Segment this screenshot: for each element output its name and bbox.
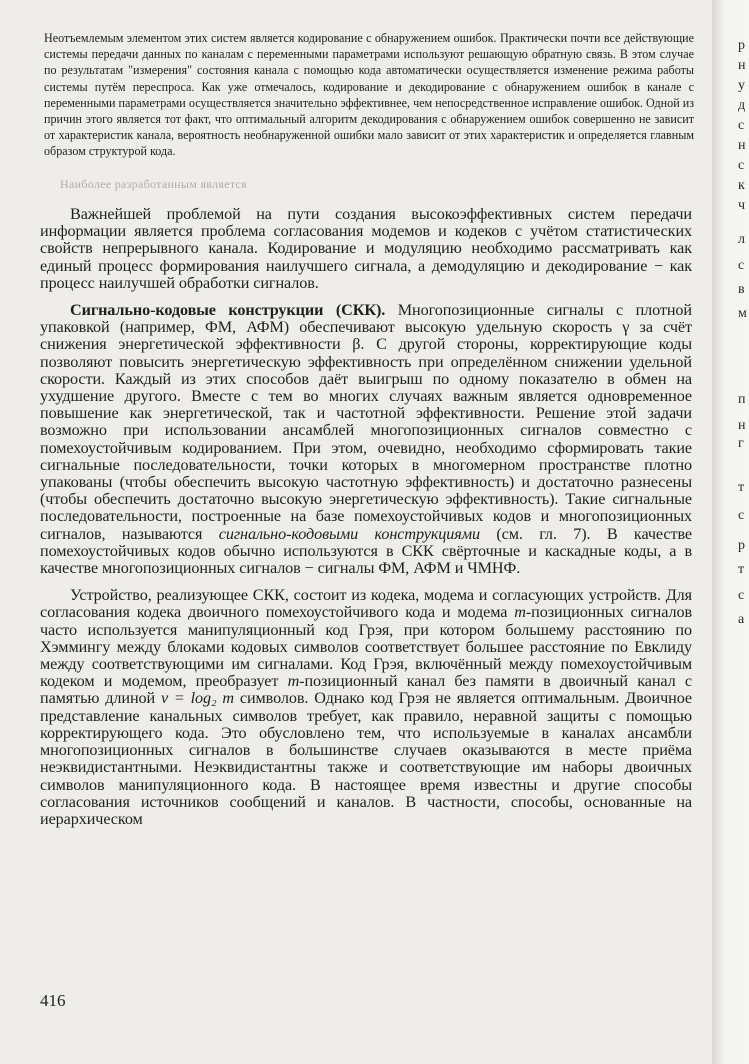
facing-letter: н (738, 138, 746, 153)
facing-letter: с (738, 158, 745, 173)
facing-letter: р (738, 538, 745, 553)
facing-letter: д (738, 98, 746, 113)
facing-letter: ч (738, 198, 746, 213)
device-text-1: Устройство, реализующее СКК, состоит из кодека, модема и согласующих устройств. Для согласования кодека двоичного помехоустойчивого кода и модема (40, 586, 692, 622)
page-number: 416 (40, 991, 66, 1010)
facing-letter: с (738, 588, 745, 603)
facing-letter: с (738, 508, 745, 523)
facing-letter: т (738, 480, 745, 495)
facing-letter: м (738, 306, 747, 321)
facing-letter: н (738, 58, 746, 73)
facing-page-edge (712, 0, 749, 1064)
facing-letter: а (738, 612, 745, 627)
skk-heading: Сигнально-кодовые конструкции (СКК). (70, 301, 386, 320)
facing-letter: с (738, 258, 745, 273)
skk-italic-term: сигнально-кодовыми конструкциями (218, 524, 480, 543)
device-formula: ν = log₂ m (160, 689, 234, 708)
facing-letter: л (738, 232, 745, 247)
facing-letter: в (738, 282, 745, 297)
skk-text-before: Многопозиционные сигналы с плотной упаковкой (например, ФМ, АФМ) обеспечивают высокую удельную скорость γ за счёт снижения энергетической эффективности β. С другой стороны, корректирующие коды позволяют повысить энергетическую эффективность при определённом снижении удельной скорости. Каждый из этих способов даёт выигрыш по одному показателю в обмен на ухудшение другого. Вместе с тем во многих случаях важным является одновременное повышение как энергетической, так и частотной эффективности. Решение этой задачи возможно при использовании ансамблей многопозиционных сигналов совместно с помехоустойчивым кодированием. При этом, очевидно, необходимо сформировать такие сигнальные последовательности, точки которых в многомерном пространстве плотно упакованы (чтобы обеспечить высокую частотную эффективность) и достаточно разнесены (чтобы обеспечить достаточно высокую энергетическую эффективность). Такие сигнальные последовательности, построенные на базе помехоустойчивых кодов и многопозиционных сигналов, называются (40, 301, 692, 543)
device-paragraph (40, 587, 692, 828)
facing-letter: с (738, 118, 745, 133)
device-m-2: m (287, 672, 300, 691)
device-text-2: -позиционных сигналов часто используется манипуляционный код Грэя, при котором большему расстоянию по Хэммингу между блоками кодовых символов соответствует большее расстояние по Евклиду между соответствующими им сигналами. Код Грэя, включённый между помехоустойчивым кодеком и модемом, преобразует (40, 603, 692, 691)
facing-letter: т (738, 562, 745, 577)
facing-letter: у (738, 78, 745, 93)
device-text-4: символов. Однако код Грэя не является оптимальным. Двоичное представление канальных символов требует, как правило, неравной защиты с помощью корректирующего кода. Это обусловлено тем, что используемые в каналах ансамбли многопозиционных сигналов в большинстве случаев оказываются в месте приёма неэквидистантными. Неэквидистантны также и соответствующие им наборы двоичных символов манипуляционного кода. В настоящее время известны и другие способы согласования источников сообщений и каналов. В частности, способы, основанные на иерархическом (40, 689, 692, 828)
facing-letter: к (738, 178, 745, 193)
skk-text-after: (см. гл. 7). В качестве помехоустойчивых кодов обычно используются в СКК свёрточные и каскадные коды, а в качестве многопозиционных сигналов − сигналы ФМ, АФМ и ЧМНФ. (40, 524, 692, 578)
skk-paragraph (40, 302, 692, 577)
bleed-through-text: Наиболее разработанным является (60, 177, 247, 191)
facing-letter: п (738, 392, 746, 407)
device-text-3: -позиционный канал без памяти в двоичный канал с памятью длиной (40, 672, 692, 708)
intro-paragraph (44, 30, 694, 160)
body-text (40, 206, 692, 828)
facing-letter: н (738, 418, 746, 433)
main-paragraph: Важнейшей проблемой на пути создания высокоэффективных систем передачи информации является проблема согласования модемов и кодеков с учётом статистических свойств непрерывного канала. Кодирование и модуляцию необходимо рассматривать как единый процесс формирования наилучшего сигнала, а демодуляцию и декодирование − как процесс наилучшей обработки сигналов. (40, 205, 692, 292)
facing-letter: р (738, 38, 745, 53)
device-m-1: m (514, 603, 526, 622)
intro-text: Неотъемлемым элементом этих систем является кодирование с обнаружением ошибок. Практически почти все действующие системы передачи данных по каналам с переменными параметрами используют решающую обратную связь. В этом случае по результатам "измерения" состояния канала с помощью кода автоматически осуществляется изменение режима работы системы путём переспроса. Как уже отмечалось, кодирование и декодирование с обнаружением ошибок в канале с переменными параметрами осуществляется значительно эффективнее, чем непосредственное исправление ошибок. Одной из причин этого является тот факт, что оптимальный алгоритм декодирования с обнаружением ошибок совершенно не зависит от характеристик канала, вероятность необнаруженной ошибки мало зависит от этих характеристик и определяется главным образом структурой кода. (44, 31, 694, 159)
facing-letter: г (738, 436, 744, 451)
